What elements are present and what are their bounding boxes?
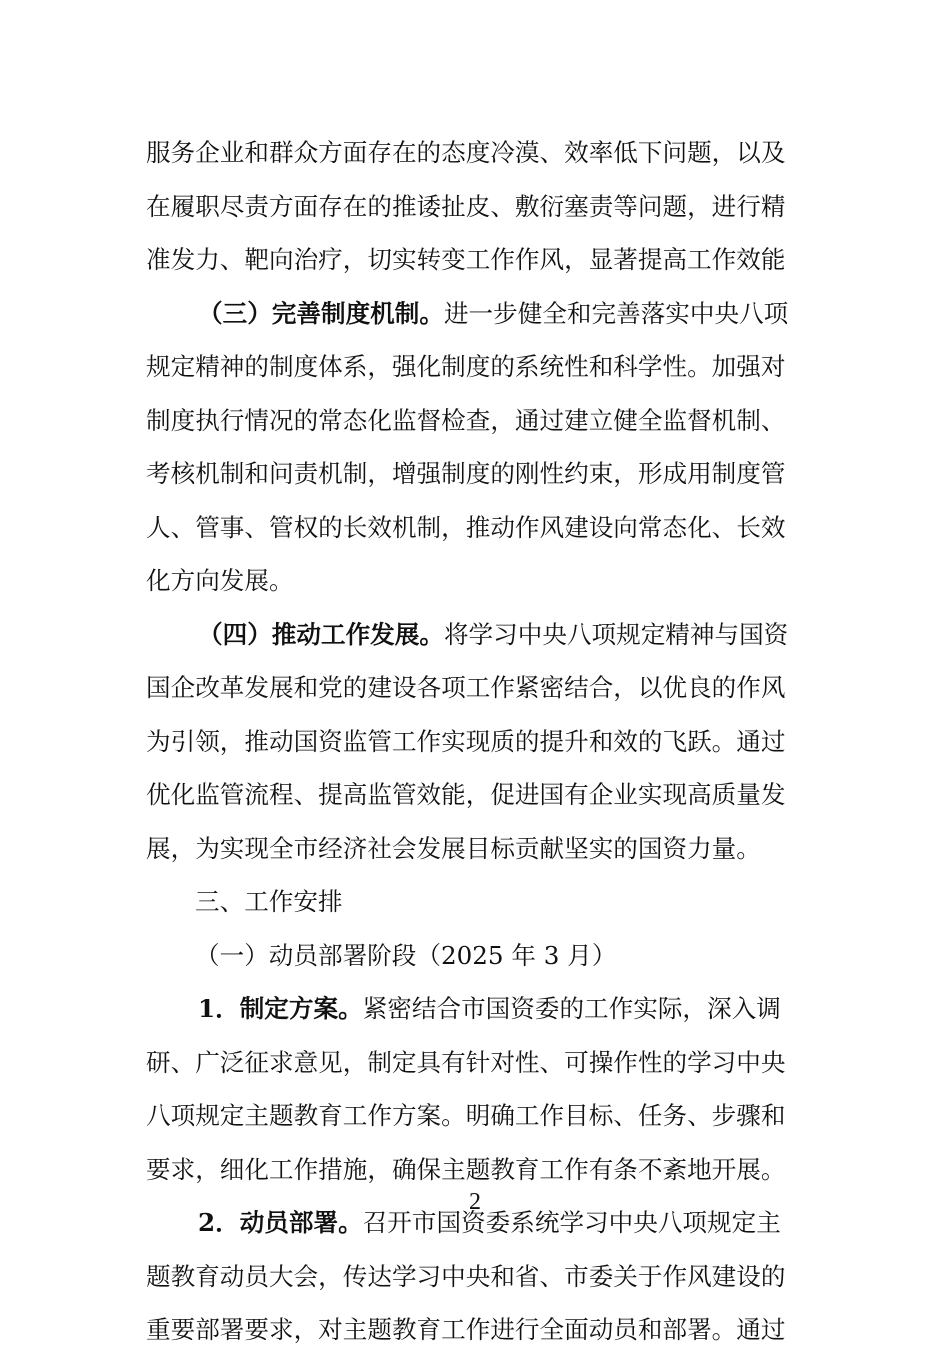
paragraph-line: 八项规定主题教育工作方案。明确工作目标、任务、步骤和	[146, 1101, 786, 1130]
paragraph-line: 在履职尽责方面存在的推诿扯皮、敷衍塞责等问题，进行精	[146, 191, 786, 221]
paragraph-line: 要求，细化工作措施，确保主题教育工作有条不紊地开展。	[146, 1154, 786, 1184]
paragraph-line: 制度执行情况的常态化监督检查，通过建立健全监督机制、	[146, 405, 786, 435]
paragraph-line: 考核机制和问责机制，增强制度的刚性约束，形成用制度管	[146, 459, 786, 488]
paragraph-line: 为引领，推动国资监管工作实现质的提升和效的飞跃。通过	[146, 726, 786, 756]
paragraph-line: 化方向发展。	[146, 566, 294, 595]
paragraph-first-line	[146, 287, 810, 341]
item-text: 召开市国资委系统学习中央八项规定主	[362, 1208, 781, 1237]
paragraph-lead: （三）完善制度机制。	[198, 298, 444, 328]
paragraph-line: 优化监管流程、提高监管效能，促进国有企业实现高质量发	[146, 780, 786, 809]
paragraph-line: 规定精神的制度体系，强化制度的系统性和科学性。加强对	[146, 352, 786, 381]
item-text: 紧密结合市国资委的工作实际，深入调	[362, 994, 781, 1023]
item-lead: 1．制定方案。	[198, 994, 363, 1023]
paragraph-line: 服务企业和群众方面存在的态度冷漠、效率低下问题，以及	[146, 138, 786, 167]
paragraph-line: 展，为实现全市经济社会发展目标贡献坚实的国资力量。	[146, 833, 761, 863]
page-number: 2	[469, 1189, 481, 1215]
paragraph-text: 进一步健全和完善落实中央八项	[443, 298, 789, 328]
paragraph-lead: （四）推动工作发展。	[198, 619, 444, 649]
paragraph-first-line	[146, 608, 810, 662]
paragraph-text: 将学习中央八项规定精神与国资	[443, 619, 789, 649]
subsection-heading: （一）动员部署阶段（2025 年 3 月）	[195, 940, 617, 970]
paragraph-line: 重要部署要求，对主题教育工作进行全面动员和部署。通过	[146, 1315, 786, 1344]
paragraph-line: 研、广泛征求意见，制定具有针对性、可操作性的学习中央	[146, 1047, 786, 1077]
paragraph-line: 题教育动员大会，传达学习中央和省、市委关于作风建设的	[146, 1261, 786, 1291]
item-first-line	[146, 982, 810, 1036]
section-heading: 三、工作安排	[195, 887, 343, 916]
paragraph-line: 人、管事、管权的长效机制，推动作风建设向常态化、长效	[146, 512, 786, 542]
paragraph-line: 准发力、靶向治疗，切实转变工作作风，显著提高工作效能	[146, 245, 786, 274]
paragraph-line: 国企改革发展和党的建设各项工作紧密结合，以优良的作风	[146, 673, 786, 702]
body-text	[146, 126, 810, 1357]
item-lead: 2．动员部署。	[198, 1208, 363, 1237]
